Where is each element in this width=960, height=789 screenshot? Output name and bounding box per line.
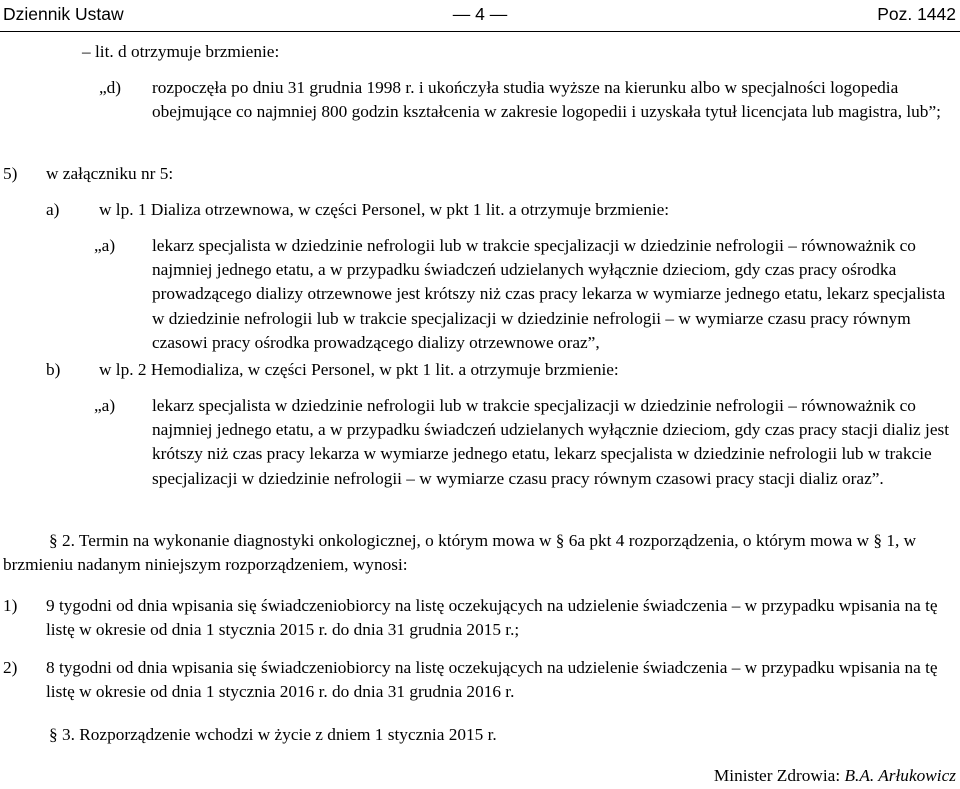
section-2-point-2-text: 8 tygodni od dnia wpisania się świadczeniobiorcy na listę oczekujących na udzielenie świadczenia – w przypadku wpisania na tę listę w okresie od dnia 1 stycznia 2016 r. do dnia 31 grudnia 2016 r. xyxy=(46,658,938,702)
header-rule xyxy=(0,31,960,32)
quoted-a2-label: „a) xyxy=(94,396,116,415)
signature-role: Minister Zdrowia: xyxy=(713,766,841,785)
lit-d-intro: – lit. d otrzymuje brzmienie: xyxy=(82,42,280,61)
letter-b-label: b) xyxy=(46,360,61,379)
journal-title: Dziennik Ustaw xyxy=(3,4,124,24)
section-3-body: § 3. Rozporządzenie wchodzi w życie z dniem 1 stycznia 2015 r. xyxy=(49,725,497,744)
letter-a-label: a) xyxy=(46,200,60,219)
page-number: — 4 — xyxy=(452,4,508,24)
point-5-label: 5) xyxy=(3,164,18,183)
quoted-a1-label: „a) xyxy=(94,236,116,255)
position-number: Poz. 1442 xyxy=(877,4,956,24)
quoted-a1-text: lekarz specjalista w dziedzinie nefrologii lub w trakcie specjalizacji w dziedzinie nefrologii – równoważnik co najmniej jednego etatu, a w przypadku świadczeń udzielanych wyłącznie dzieciom, gdy czas pracy ośrodka prowadzącego dializy otrzewnowe jest krótszy niż czas pracy lekarza w wymiarze jednego etatu, lekarz specjalista w dziedzinie nefrologii lub w trakcie specjalizacji w dziedzinie nefrologii – w wymiarze czasu pracy równym czasowi pracy ośrodka prowadzącego dializy otrzewnowe oraz”, xyxy=(152,236,946,352)
page-header xyxy=(0,4,960,30)
signature-name: B.A. Arłukowicz xyxy=(844,766,956,785)
point-5-text: w załączniku nr 5: xyxy=(46,164,174,183)
quoted-d-text: rozpoczęła po dniu 31 grudnia 1998 r. i ukończyła studia wyższe na kierunku albo w specjalności logopedia obejmujące co najmniej 800 godzin kształcenia w zakresie logopedii i uzyskała tytuł licencjata lub magistra, lub”; xyxy=(152,78,941,122)
section-2-body: § 2. Termin na wykonanie diagnostyki onkologicznej, o którym mowa w § 6a pkt 4 rozporządzenia, o którym mowa w § 1, w brzmieniu nadanym niniejszym rozporządzeniem, wynosi: xyxy=(3,531,917,575)
quoted-d-label: „d) xyxy=(99,78,122,97)
letter-b-text: w lp. 2 Hemodializa, w części Personel, w pkt 1 lit. a otrzymuje brzmienie: xyxy=(99,360,619,379)
letter-a-text: w lp. 1 Dializa otrzewnowa, w części Personel, w pkt 1 lit. a otrzymuje brzmienie: xyxy=(99,200,670,219)
section-2-text xyxy=(3,529,958,577)
quoted-a2-text: lekarz specjalista w dziedzinie nefrologii lub w trakcie specjalizacji w dziedzinie nefrologii – równoważnik co najmniej jednego etatu, a w przypadku świadczeń udzielanych wyłącznie dzieciom, gdy czas pracy stacji dializ jest krótszy niż czas pracy lekarza w wymiarze jednego etatu, lekarz specjalista w dziedzinie nefrologii lub w trakcie specjalizacji w dziedzinie nefrologii – w wymiarze czasu pracy równym czasowi pracy stacji dializ oraz”. xyxy=(152,396,950,488)
section-2-point-2-label: 2) xyxy=(3,658,18,677)
section-2-point-1-text: 9 tygodni od dnia wpisania się świadczeniobiorcy na listę oczekujących na udzielenie świadczenia – w przypadku wpisania na tę listę w okresie od dnia 1 stycznia 2015 r. do dnia 31 grudnia 2015 r.; xyxy=(46,596,938,640)
signature xyxy=(714,764,956,788)
section-3-text xyxy=(3,723,958,747)
section-2-point-1-label: 1) xyxy=(3,596,18,615)
